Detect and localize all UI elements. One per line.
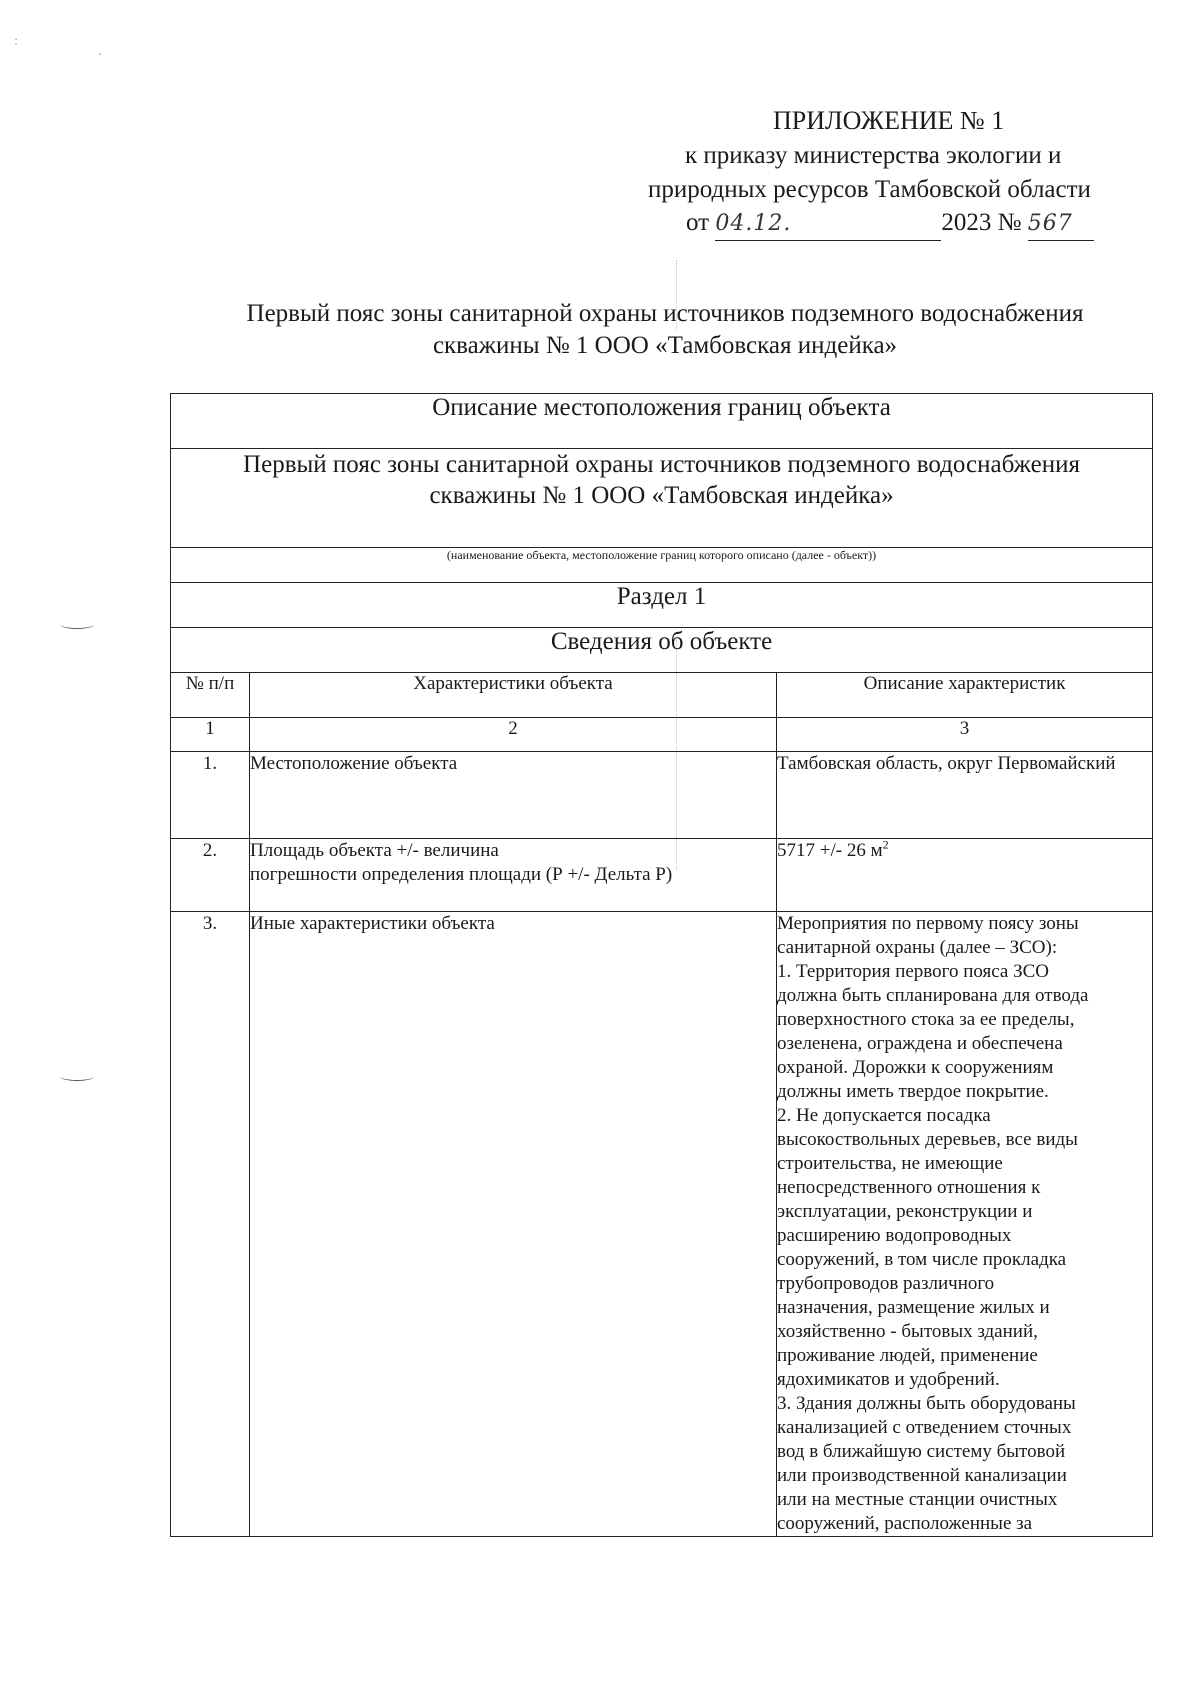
area-unit-exponent: 2 [882, 837, 889, 852]
order-reference-line2: природных ресурсов Тамбовской области [648, 176, 1091, 203]
document-title-line2: скважины № 1 ООО «Тамбовская индейка» [432, 332, 898, 359]
column-header: Характеристики объекта [250, 673, 777, 718]
number-field [1028, 207, 1094, 241]
scan-speck: : [14, 34, 19, 48]
characteristic-name: Местоположение объекта [250, 752, 777, 839]
column-number: 1 [171, 718, 250, 752]
order-reference-line1: к приказу министерства экологии и [685, 142, 1062, 169]
column-header: Описание характеристик [777, 673, 1153, 718]
handwritten-date: 04.12. [715, 211, 792, 236]
row-number: 1. [171, 752, 250, 839]
characteristic-value [777, 839, 1153, 912]
characteristic-value: Мероприятия по первому поясу зоны санитарной охраны (далее – ЗСО): 1. Территория первого пояса ЗСО должна быть спланирована для отвода поверхностного стока за ее пределы, озеленена, ограждена и обеспечена охраной. Дорожки к сооружениям должны иметь твердое покрытие. 2. Не допускается посадка высокоствольных деревьев, все виды строительства, не имеющие непосредственного отношения к эксплуатации, реконструкции и расширению водопроводных сооружений, в том числе прокладка трубопроводов различного назначения, размещение жилых и хозяйственно - бытовых зданий, проживание людей, применение ядохимикатов и удобрений. 3. Здания должны быть оборудованы канализацией с отведением сточных вод в ближайшую систему бытовой или производственной канализации или на местные станции очистных сооружений, расположенные за [777, 912, 1153, 1537]
section-title: Сведения об объекте [171, 628, 1153, 673]
object-name-line1: Первый пояс зоны санитарной охраны источников подземного водоснабжения [243, 451, 1080, 478]
row-number: 2. [171, 839, 250, 912]
characteristic-name [250, 839, 777, 912]
column-header-row [171, 673, 1153, 718]
scan-speck: . [98, 44, 102, 58]
column-header: № п/п [171, 673, 250, 718]
document-title [170, 298, 1160, 362]
characteristic-name-line2: погрешности определения площади (Р +/- Дельта Р) [250, 864, 673, 885]
date-prefix: от [686, 209, 710, 236]
column-number: 3 [777, 718, 1153, 752]
column-number: 2 [250, 718, 777, 752]
hole-punch-mark [60, 1072, 94, 1081]
column-number-row [171, 718, 1153, 752]
characteristic-name: Иные характеристики объекта [250, 912, 777, 1537]
characteristic-value: Тамбовская область, округ Первомайский [777, 752, 1153, 839]
table-row [171, 752, 1153, 839]
date-field [715, 207, 941, 241]
appendix-title: ПРИЛОЖЕНИЕ № 1 [773, 106, 1005, 135]
section-label: Раздел 1 [171, 583, 1153, 628]
object-name [171, 449, 1153, 548]
hole-punch-mark [60, 620, 94, 629]
area-value: 5717 +/- 26 м [777, 840, 883, 861]
row-number: 3. [171, 912, 250, 1537]
boundary-description-table [170, 393, 1153, 1537]
date-year: 2023 № [941, 209, 1022, 236]
handwritten-number: 567 [1027, 211, 1073, 236]
object-name-line2: скважины № 1 ООО «Тамбовская индейка» [429, 482, 894, 509]
table-row [171, 839, 1153, 912]
table-row [171, 912, 1153, 1537]
object-name-note: (наименование объекта, местоположение границ которого описано (далее - объект)) [171, 548, 1153, 583]
table-heading: Описание местоположения границ объекта [171, 394, 1153, 449]
document-title-line1: Первый пояс зоны санитарной охраны источников подземного водоснабжения [246, 300, 1084, 327]
characteristic-name-line1: Площадь объекта +/- величина [250, 840, 499, 861]
order-date-line [686, 207, 1094, 241]
